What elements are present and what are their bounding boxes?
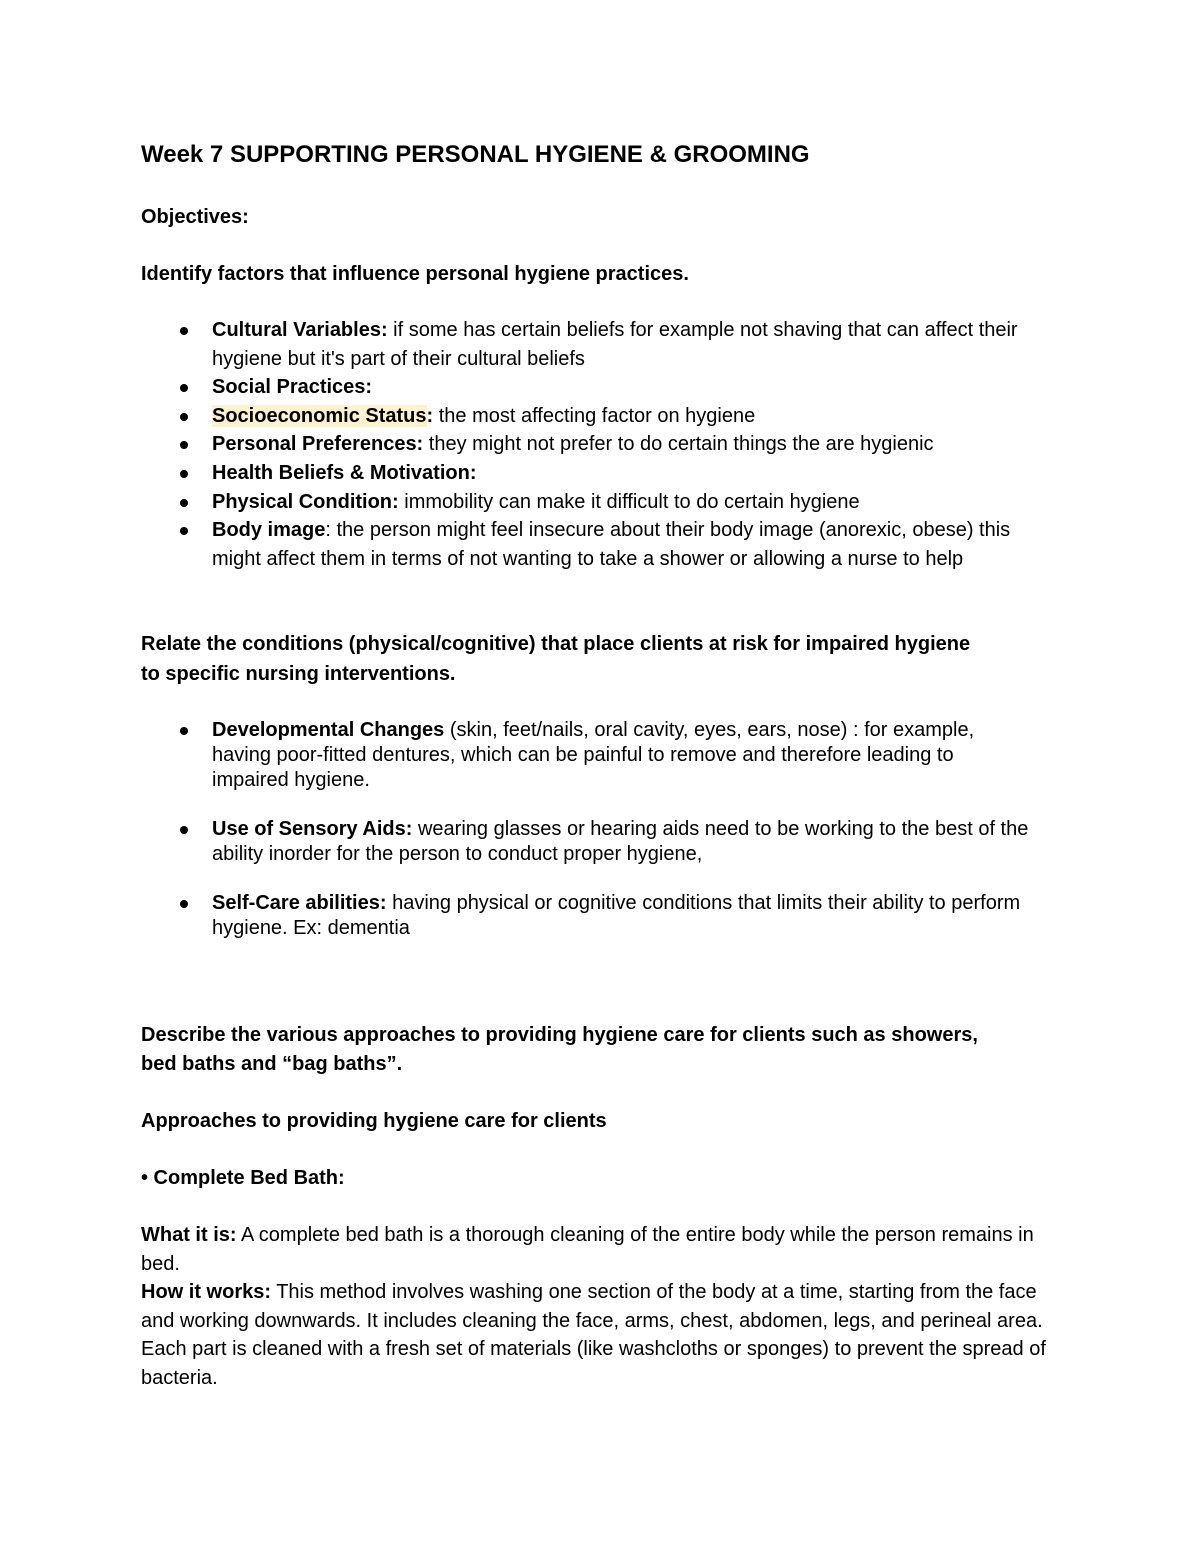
bullet-icon [180,384,188,392]
complete-bed-bath-heading: • Complete Bed Bath: [141,1167,345,1189]
item-term: Personal Preferences: [212,433,424,456]
list-item [141,718,1071,793]
item-text: : the person might feel insecure about their body image (anorexic, obese) this might affect them in terms of not wanting to take a shower or allowing a nurse to help [212,519,1011,570]
item-term: Body image [212,519,326,542]
item-text: the most affecting factor on hygiene [433,404,756,427]
bullet-icon [180,499,188,507]
item-text: wearing glasses or hearing aids need to be working to the best of the ability inorder for the person to conduct proper hygiene, [212,818,1029,865]
list-item [141,891,1071,941]
bullet-icon [180,826,188,834]
section1-heading: Identify factors that influence personal hygiene practices. [141,263,689,285]
document-title: Week 7 SUPPORTING PERSONAL HYGIENE & GROOMING [141,141,810,168]
list-item [141,488,1071,517]
item-term: Self-Care abilities: [212,892,387,914]
bullet-icon [180,327,188,335]
factors-list [141,316,1071,573]
item-text: they might not prefer to do certain things the are hygienic [423,433,934,456]
conditions-list [141,718,1071,965]
highlighted-term: Socioeconomic Status [212,404,427,427]
item-term: Use of Sensory Aids: [212,818,413,840]
item-term: Physical Condition: [212,490,399,513]
how-text: This method involves washing one section of the body at a time, starting from the face and working downwards. It includes cleaning the face, arms, chest, abdomen, legs, and perineal area. Each part is cleaned with a fresh set of materials (like washcloths or sponges) to prevent the spread of bacteria. [141,1281,1046,1389]
list-item [141,817,1071,867]
item-text: (skin, feet/nails, oral cavity, eyes, ears, nose) : for example, having poor-fitted dentures, which can be painful to remove and therefore leading to impaired hygiene. [212,719,975,791]
section2-heading-line2: to specific nursing interventions. [141,663,456,685]
item-term-suffix: : [426,404,434,427]
bullet-icon [180,900,188,908]
section3-heading-line2: bed baths and “bag baths”. [141,1053,403,1075]
list-item [141,516,1071,573]
item-term: Social Practices: [212,376,373,399]
list-item [141,316,1071,373]
item-text: having physical or cognitive conditions that limits their ability to perform hygiene. Ex: dementia [212,892,1021,939]
bullet-icon [180,413,188,421]
item-text: if some has certain beliefs for example not shaving that can affect their hygiene but it's part of their cultural beliefs [212,319,1018,370]
objectives-heading: Objectives: [141,206,249,228]
bullet-icon [180,527,188,535]
list-item [141,430,1071,459]
section2-heading-line1: Relate the conditions (physical/cognitive) that place clients at risk for impaired hygiene [141,633,971,655]
how-it-works-paragraph [141,1278,1071,1392]
what-text: A complete bed bath is a thorough cleaning of the entire body while the person remains in bed. [141,1224,1034,1275]
item-term: Health Beliefs & Motivation: [212,461,477,484]
what-label: What it is: [141,1224,237,1246]
item-term: Cultural Variables: [212,319,388,341]
how-label: How it works: [141,1281,272,1303]
item-text: immobility can make it difficult to do certain hygiene [398,490,860,513]
bullet-icon [180,470,188,478]
list-item [141,402,1071,431]
list-item [141,373,1071,402]
bullet-icon [180,441,188,449]
bullet-icon [180,727,188,735]
section3-heading-line1: Describe the various approaches to providing hygiene care for clients such as showers, [141,1024,978,1046]
list-item [141,459,1071,488]
what-it-is-paragraph [141,1221,1071,1278]
item-term: Developmental Changes [212,719,445,741]
approaches-heading: Approaches to providing hygiene care for clients [141,1110,607,1132]
